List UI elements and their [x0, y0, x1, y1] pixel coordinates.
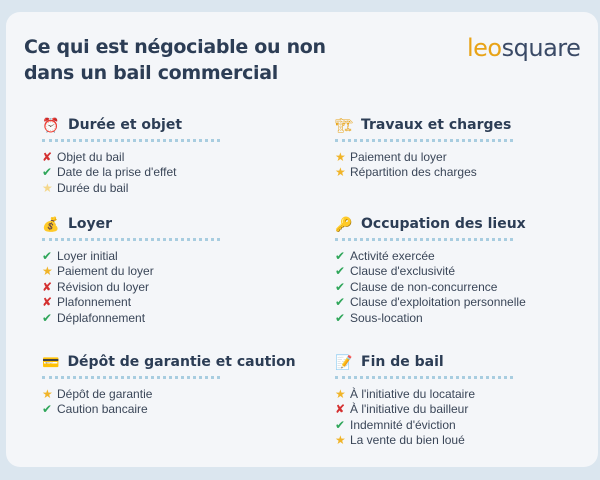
check-icon: ✔ — [335, 248, 346, 263]
star-icon: ★ — [42, 180, 53, 195]
item-label: Objet du bail — [57, 149, 125, 164]
check-icon: ✔ — [42, 402, 53, 417]
list-item — [42, 310, 292, 326]
logo-part-1: leo — [467, 34, 502, 62]
item-label: Durée du bail — [57, 180, 129, 195]
alarm-clock-icon: ⏰ — [42, 117, 60, 133]
item-label: Révision du loyer — [57, 279, 150, 294]
item-label: Clause d'exclusivité — [350, 264, 456, 279]
check-icon: ✔ — [42, 310, 53, 325]
item-label: Loyer initial — [57, 248, 118, 263]
item-label: À l'initiative du locataire — [350, 386, 476, 401]
star-icon: ★ — [335, 433, 346, 448]
list-item — [42, 165, 292, 181]
list-item — [335, 310, 585, 326]
check-icon: ✔ — [335, 264, 346, 279]
cross-icon: ✘ — [42, 279, 53, 294]
list-item — [335, 386, 585, 402]
section-occupation-lieux — [335, 214, 585, 326]
check-icon: ✔ — [335, 310, 346, 325]
check-icon: ✔ — [335, 417, 346, 432]
item-label: Indemnité d'éviction — [350, 417, 456, 432]
check-icon: ✔ — [42, 165, 53, 180]
section-header — [335, 214, 585, 234]
dotted-divider — [42, 238, 220, 241]
dotted-divider — [335, 376, 513, 379]
list-item — [335, 248, 585, 264]
list-item — [335, 149, 585, 165]
title-line-2: dans un bail commercial — [24, 62, 278, 84]
section-title: Fin de bail — [361, 354, 444, 370]
list-item — [335, 264, 585, 280]
section-header — [42, 214, 292, 234]
dotted-divider — [42, 139, 220, 142]
section-title: Travaux et charges — [361, 117, 512, 133]
item-label: Caution bancaire — [57, 402, 148, 417]
dotted-divider — [335, 139, 513, 142]
list-item — [335, 433, 585, 449]
cross-icon: ✘ — [42, 295, 53, 310]
check-icon: ✔ — [335, 295, 346, 310]
memo-icon: 📝 — [335, 354, 353, 370]
list-item — [42, 295, 292, 311]
item-label: Déplafonnement — [57, 310, 146, 325]
section-depot-garantie — [42, 352, 296, 417]
dotted-divider — [335, 238, 513, 241]
item-label: Répartition des charges — [350, 165, 477, 180]
section-header — [42, 352, 296, 372]
section-title: Dépôt de garantie et caution — [67, 354, 296, 370]
item-label: Clause de non-concurrence — [350, 279, 498, 294]
item-label: Paiement du loyer — [57, 264, 154, 279]
key-icon: 🔑 — [335, 216, 353, 232]
section-header — [335, 115, 585, 135]
item-label: Plafonnement — [57, 295, 132, 310]
section-item-list — [42, 149, 292, 196]
money-bag-icon: 💰 — [42, 216, 60, 232]
section-header — [335, 352, 585, 372]
section-fin-de-bail — [335, 352, 585, 448]
section-title: Loyer — [68, 216, 113, 232]
list-item — [335, 279, 585, 295]
item-label: Dépôt de garantie — [57, 386, 153, 401]
cross-icon: ✘ — [335, 402, 346, 417]
list-item — [42, 402, 292, 418]
crane-icon: 🏗 — [335, 117, 353, 133]
star-icon: ★ — [42, 386, 53, 401]
list-item — [335, 295, 585, 311]
title-line-1: Ce qui est négociable ou non — [24, 36, 326, 58]
list-item — [42, 180, 292, 196]
section-item-list — [335, 149, 585, 180]
list-item — [335, 417, 585, 433]
credit-card-icon: 💳 — [42, 354, 60, 370]
item-label: À l'initiative du bailleur — [350, 402, 469, 417]
item-label: Date de la prise d'effet — [57, 165, 177, 180]
section-header — [42, 115, 292, 135]
leosquare-logo — [467, 34, 580, 62]
item-label: Activité exercée — [350, 248, 435, 263]
item-label: Sous-location — [350, 310, 423, 325]
section-loyer — [42, 214, 292, 326]
page-title — [24, 34, 384, 86]
section-title: Occupation des lieux — [361, 216, 526, 232]
star-icon: ★ — [335, 386, 346, 401]
item-label: Clause d'exploitation personnelle — [350, 295, 526, 310]
dotted-divider — [42, 376, 220, 379]
section-travaux-charges — [335, 115, 585, 180]
list-item — [42, 264, 292, 280]
list-item — [42, 248, 292, 264]
star-icon: ★ — [335, 149, 346, 164]
section-duree-objet — [42, 115, 292, 196]
section-item-list — [335, 386, 585, 448]
list-item — [42, 386, 292, 402]
list-item — [42, 279, 292, 295]
item-label: Paiement du loyer — [350, 149, 447, 164]
list-item — [335, 402, 585, 418]
list-item — [335, 165, 585, 181]
cross-icon: ✘ — [42, 149, 53, 164]
check-icon: ✔ — [335, 279, 346, 294]
star-icon: ★ — [42, 264, 53, 279]
section-item-list — [42, 248, 292, 326]
section-title: Durée et objet — [68, 117, 183, 133]
list-item — [42, 149, 292, 165]
check-icon: ✔ — [42, 248, 53, 263]
logo-part-2: square — [501, 34, 581, 62]
section-item-list — [42, 386, 292, 417]
item-label: La vente du bien loué — [350, 433, 465, 448]
star-icon: ★ — [335, 165, 346, 180]
section-item-list — [335, 248, 585, 326]
